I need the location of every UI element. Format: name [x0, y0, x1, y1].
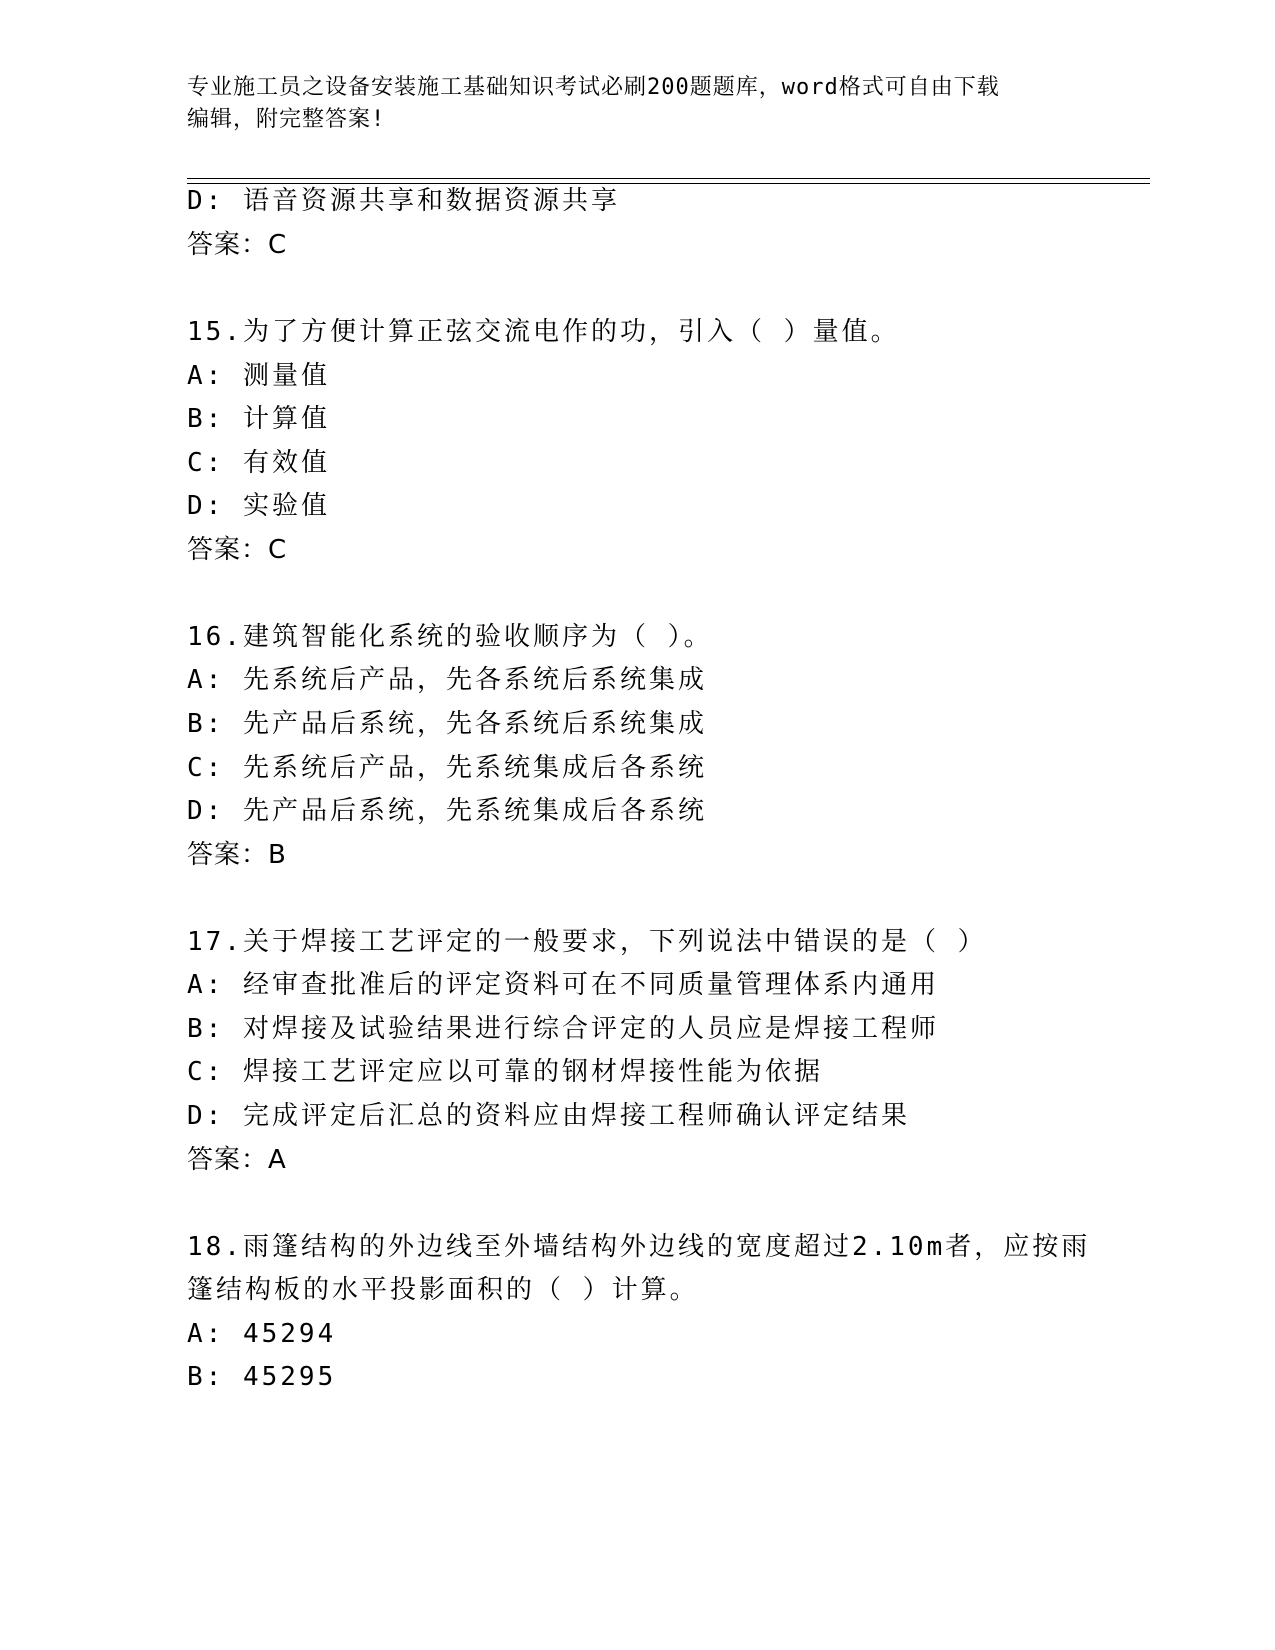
q17-answer: 答案：A: [187, 1145, 287, 1175]
q15-option-a: A: 测量值: [187, 361, 330, 391]
header-line-2: 编辑，附完整答案!: [187, 107, 386, 132]
q16-question: 16.建筑智能化系统的验收顺序为（ ）。: [187, 622, 713, 652]
q15-answer: 答案：C: [187, 535, 288, 565]
header-line-1: 专业施工员之设备安装施工基础知识考试必刷200题题库，word格式可自由下载: [187, 75, 1000, 100]
q17-question: 17.关于焊接工艺评定的一般要求，下列说法中错误的是（ ）: [187, 927, 987, 957]
q18-question-line-2: 篷结构板的水平投影面积的（ ）计算。: [187, 1275, 699, 1305]
q17-option-b: B: 对焊接及试验结果进行综合评定的人员应是焊接工程师: [187, 1014, 939, 1044]
q16-option-c: C: 先系统后产品，先系统集成后各系统: [187, 753, 707, 783]
q14-answer: 答案：C: [187, 230, 288, 260]
q14-option-d: D: 语音资源共享和数据资源共享: [187, 186, 620, 216]
q17-option-a: A: 经审查批准后的评定资料可在不同质量管理体系内通用: [187, 970, 939, 1000]
q15-option-d: D: 实验值: [187, 491, 330, 521]
q17-option-c: C: 焊接工艺评定应以可靠的钢材焊接性能为依据: [187, 1057, 823, 1087]
q16-option-d: D: 先产品后系统，先系统集成后各系统: [187, 796, 707, 826]
header-divider-top: [187, 178, 1150, 179]
q16-option-b: B: 先产品后系统，先各系统后系统集成: [187, 709, 707, 739]
q16-option-a: A: 先系统后产品，先各系统后系统集成: [187, 665, 707, 695]
q16-answer: 答案：B: [187, 840, 287, 870]
document-header: [187, 72, 1067, 136]
q15-option-b: B: 计算值: [187, 404, 330, 434]
q15-question: 15.为了方便计算正弦交流电作的功，引入（ ）量值。: [187, 317, 900, 347]
q17-option-d: D: 完成评定后汇总的资料应由焊接工程师确认评定结果: [187, 1101, 910, 1131]
q18-option-a: A: 45294: [187, 1319, 337, 1349]
q18-option-b: B: 45295: [187, 1362, 337, 1392]
q18-question-line-1: 18.雨篷结构的外边线至外墙结构外边线的宽度超过2.10m者，应按雨: [187, 1232, 1091, 1262]
q15-option-c: C: 有效值: [187, 448, 330, 478]
